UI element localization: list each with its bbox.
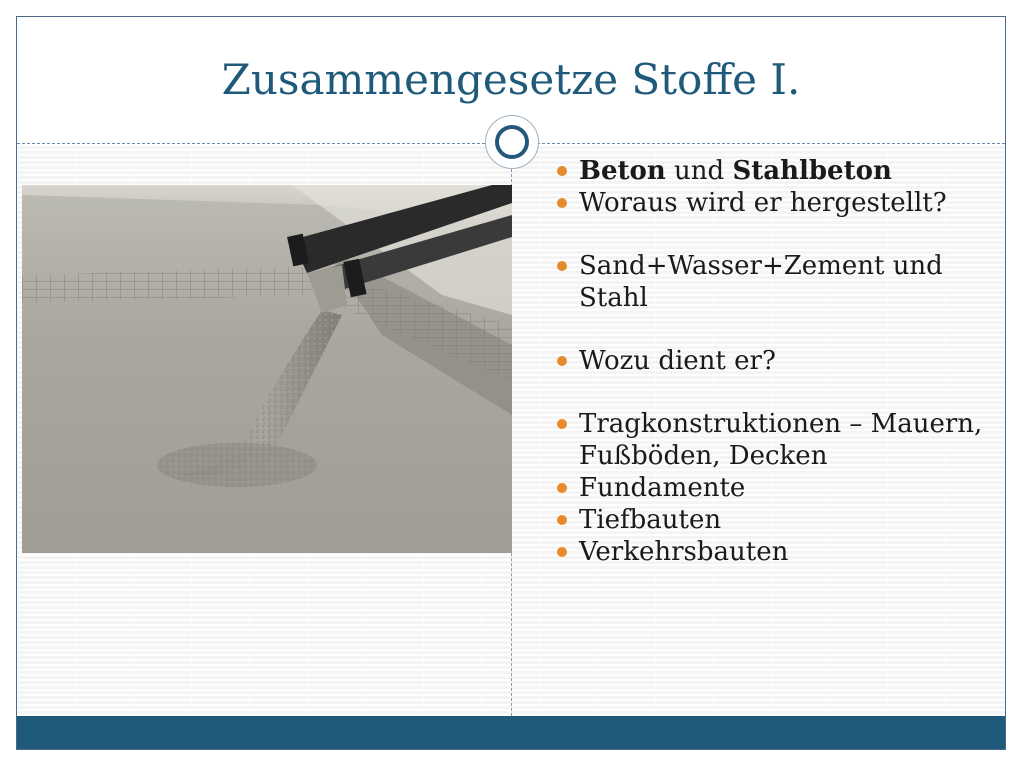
list-item xyxy=(555,250,995,314)
slide xyxy=(16,16,1006,750)
bullet-text: Fundamente xyxy=(579,473,746,503)
list-item xyxy=(555,472,995,504)
bullet-text: Verkehrsbauten xyxy=(579,537,789,567)
list-item xyxy=(555,187,995,219)
bullet-list xyxy=(555,155,995,568)
slide-title: Zusammengesetze Stoffe I. xyxy=(221,55,801,104)
bullet-dot-icon xyxy=(557,547,567,557)
bullet-dot-icon xyxy=(557,166,567,176)
bullet-bold-text: Stahlbeton xyxy=(732,156,892,186)
concrete-pouring-photo xyxy=(22,185,512,553)
bullet-dot-icon xyxy=(557,515,567,525)
bullet-text: Woraus wird er hergestellt? xyxy=(579,188,947,218)
footer-bar xyxy=(17,716,1005,750)
bullet-dot-icon xyxy=(557,261,567,271)
bullet-dot-icon xyxy=(557,419,567,429)
bullet-text: Sand+Wasser+Zement und Stahl xyxy=(579,251,943,313)
bullet-text: Tiefbauten xyxy=(579,505,722,535)
list-item xyxy=(555,408,995,472)
bullet-dot-icon xyxy=(557,356,567,366)
bullet-dot-icon xyxy=(557,198,567,208)
list-item xyxy=(555,504,995,536)
ring-inner-icon xyxy=(495,125,529,159)
list-item xyxy=(555,155,995,187)
title-ring-ornament xyxy=(485,115,539,169)
list-item xyxy=(555,345,995,377)
bullet-text: Tragkonstruktionen – Mauern, Fußböden, Decken xyxy=(579,409,983,471)
bullet-bold-text: Beton xyxy=(579,156,666,186)
bullet-text: und xyxy=(665,156,733,186)
bullet-dot-icon xyxy=(557,483,567,493)
list-item xyxy=(555,536,995,568)
bullet-text: Wozu dient er? xyxy=(579,346,776,376)
